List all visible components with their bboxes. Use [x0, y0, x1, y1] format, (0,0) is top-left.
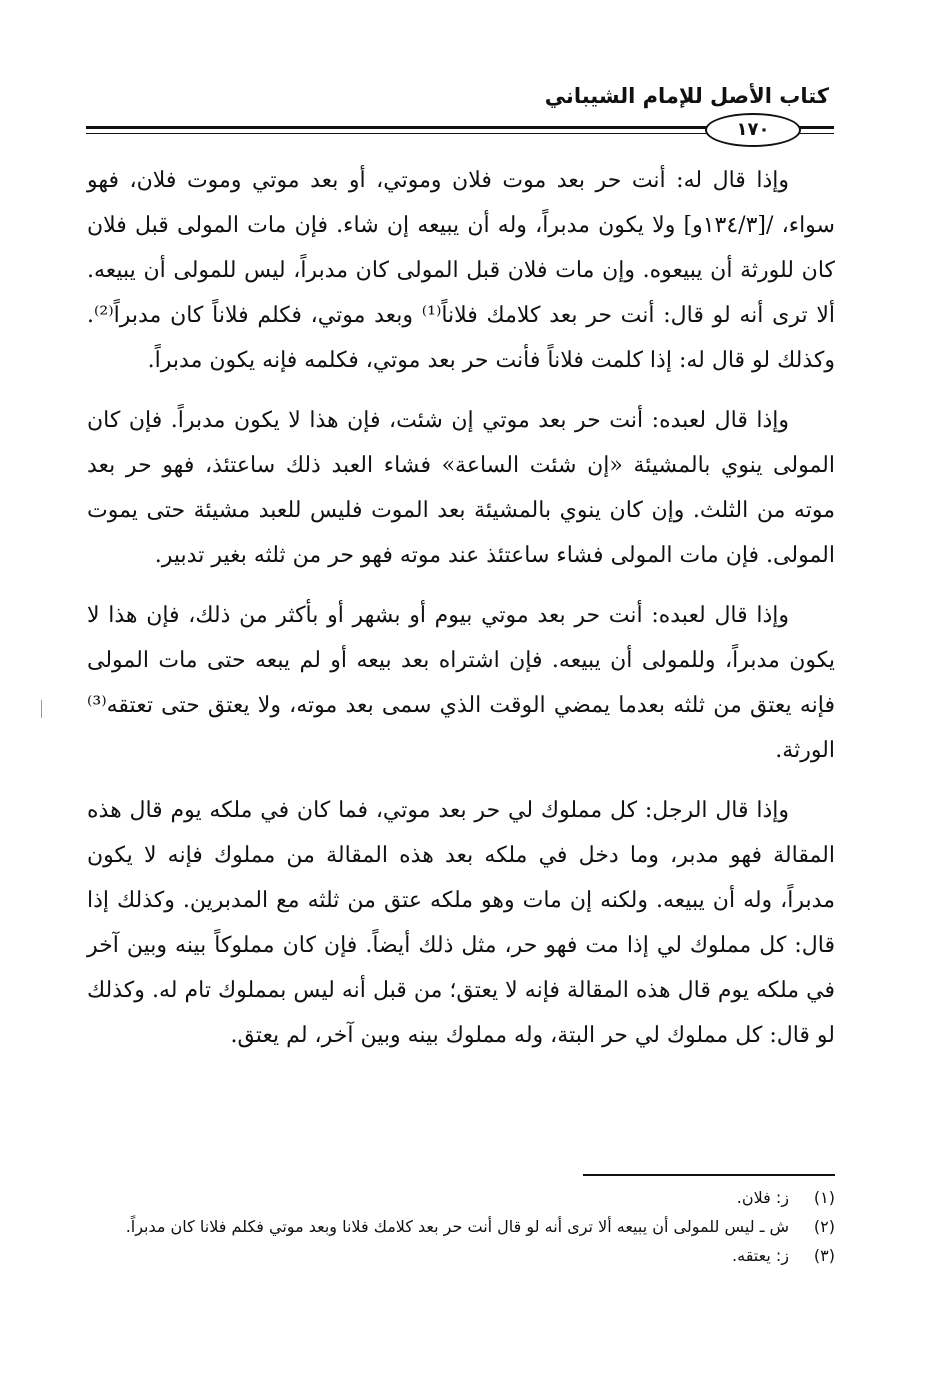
header-rule	[86, 126, 746, 129]
footnote-text: ش ـ ليس للمولى أن يبيعه ألا ترى أنه لو قال أنت حر بعد كلامك فلانا وبعد موتي فكلم فلانا كان مدبراً.	[125, 1217, 789, 1236]
paragraph: وإذا قال الرجل: كل مملوك لي حر بعد موتي، فما كان في ملكه يوم قال هذه المقالة فهو مدبر، وما دخل في ملكه بعد هذه المقالة من مملوك فإنه لا يكون مدبراً، وله أن يبيعه. ولكنه إن مات وهو ملكه عتق من ثلثه مع المدبرين. وكذلك إذا قال: كل مملوك لي إذا مت فهو حر، مثل ذلك أيضاً. فإن كان مملوكاً بينه وبين آخر في ملكه يوم قال هذه المقالة فإنه لا يعتق؛ من قبل أنه ليس بمملوك تام له. وكذلك لو قال: كل مملوك لي حر البتة، وله مملوك بينه وبين آخر، لم يعتق.	[87, 798, 835, 1048]
footnote-number: (١)	[813, 1188, 835, 1207]
footnote-item	[87, 1241, 835, 1270]
footnote-separator	[583, 1174, 835, 1176]
footnote-text: ز: يعتقه.	[732, 1246, 789, 1265]
footnote-item	[87, 1183, 835, 1212]
footnotes	[87, 1183, 835, 1270]
footnote-number: (٢)	[813, 1217, 835, 1236]
footnote-item	[87, 1212, 835, 1241]
page-number-badge: ١٧٠	[705, 113, 801, 147]
margin-mark	[41, 700, 42, 718]
paragraph: وإذا قال لعبده: أنت حر بعد موتي بيوم أو بشهر أو بأكثر من ذلك، فإن هذا لا يكون مدبراً، وللمولى أن يبيعه. فإن اشتراه بعد بيعه أو لم يبعه حتى مات المولى فإنه يعتق من ثلثه بعدما يمضي الوقت الذي سمى بعد موته، ولا يعتق حتى تعتقه⁽³⁾ الورثة.	[87, 603, 835, 763]
paragraph: وإذا قال لعبده: أنت حر بعد موتي إن شئت، فإن هذا لا يكون مدبراً. فإن كان المولى ينوي بالمشيئة «إن شئت الساعة» فشاء العبد ذلك ساعتئذ، فهو حر بعد موته من الثلث. وإن كان ينوي بالمشيئة بعد الموت فليس للعبد مشيئة حتى يموت المولى. فإن مات المولى فشاء ساعتئذ عند موته فهو حر من ثلثه بغير تدبير.	[87, 408, 835, 568]
paragraph: وإذا قال له: أنت حر بعد موت فلان وموتي، أو بعد موتي وموت فلان، فهو سواء، /[١٣٤/٣و] ولا يكون مدبراً، وله أن يبيعه إن شاء. فإن مات المولى قبل فلان كان للورثة أن يبيعوه. وإن مات فلان قبل المولى كان مدبراً، ليس للمولى أن يبيعه. ألا ترى أنه لو قال: أنت حر بعد كلامك فلاناً⁽¹⁾ وبعد موتي، فكلم فلاناً كان مدبراً⁽²⁾. وكذلك لو قال له: إذا كلمت فلاناً فأنت حر بعد موتي، فكلمه فإنه يكون مدبراً.	[87, 168, 836, 373]
footnote-number: (٣)	[813, 1246, 835, 1265]
running-header-title: كتاب الأصل للإمام الشيباني	[544, 84, 829, 108]
main-text	[87, 158, 835, 1073]
footnote-text: ز: فلان.	[736, 1188, 789, 1207]
header-rule-thin	[86, 133, 746, 134]
